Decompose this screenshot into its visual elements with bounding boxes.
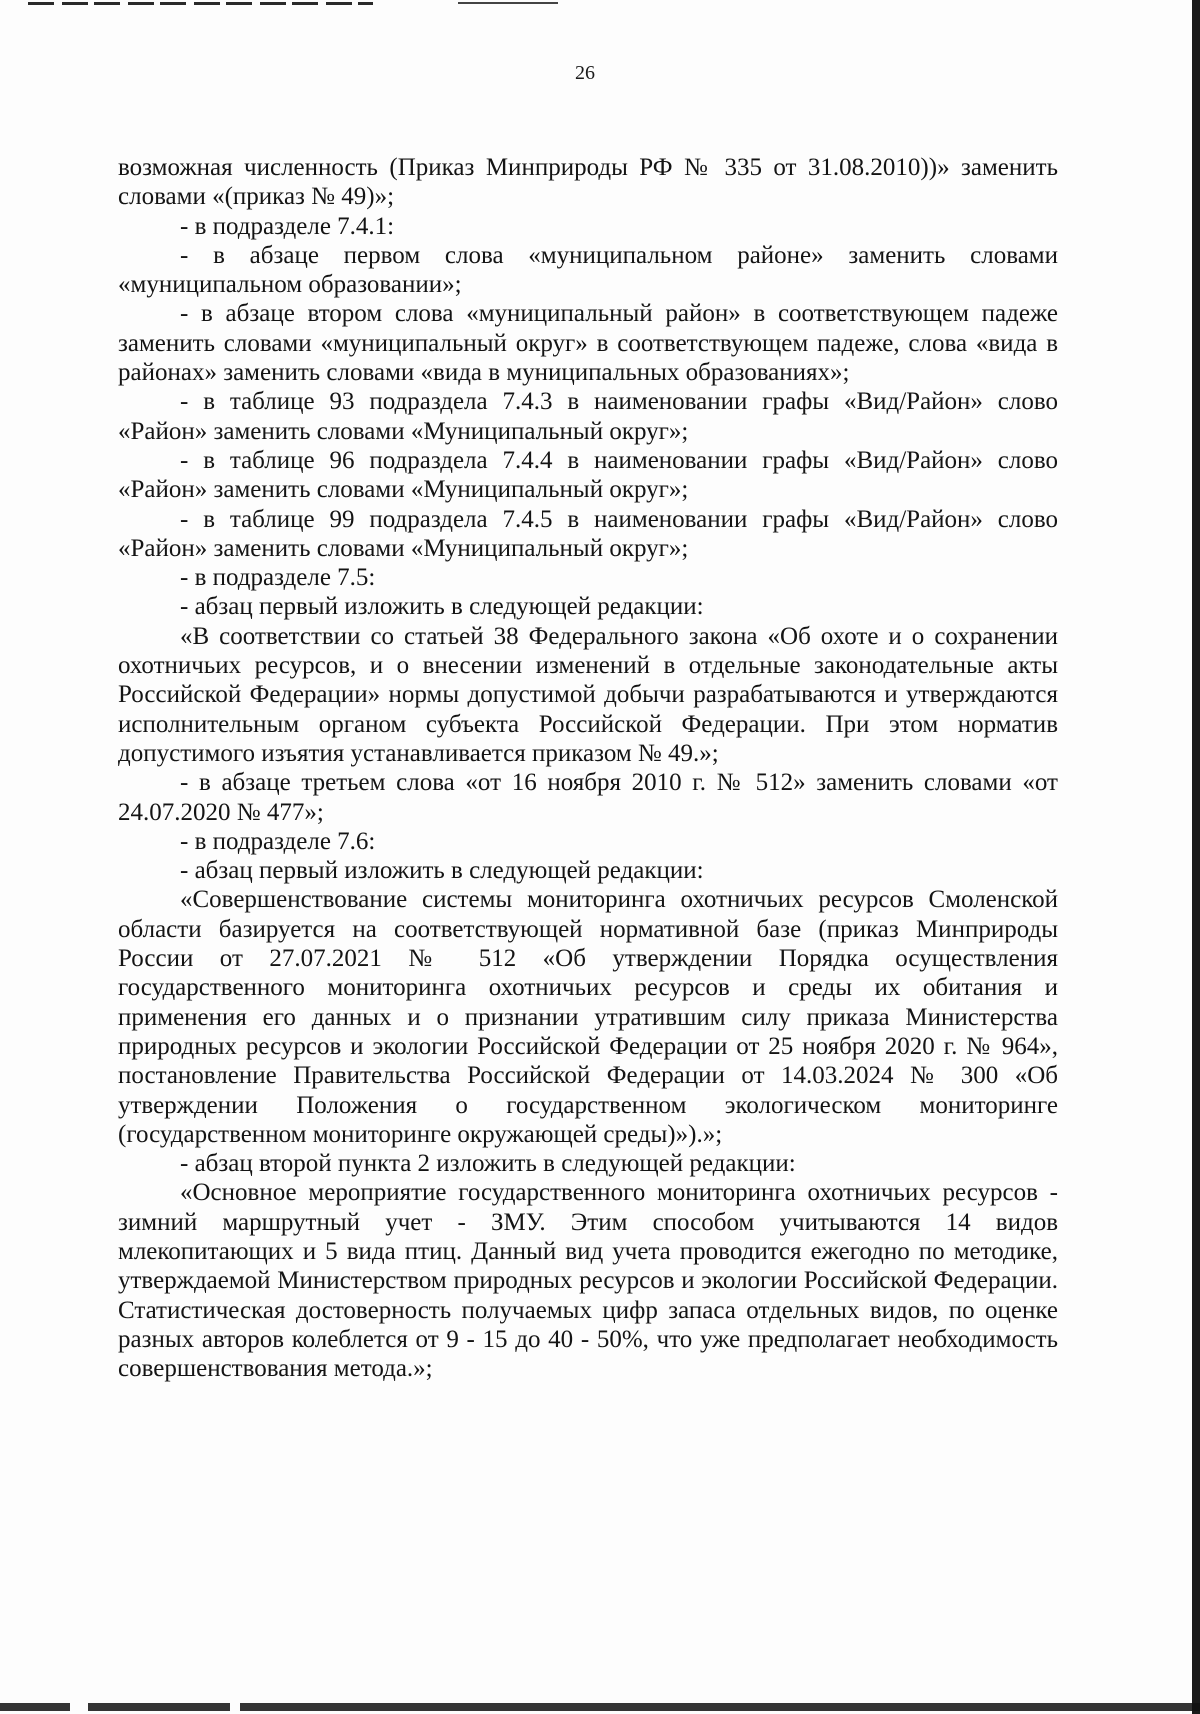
paragraph: возможная численность (Приказ Минприроды РФ № 335 от 31.08.2010))» заменить словами «(приказ № 49)»; bbox=[118, 154, 1058, 211]
paragraph: - в таблице 99 подраздела 7.4.5 в наименовании графы «Вид/Район» слово «Район» заменить словами «Муниципальный округ»; bbox=[118, 505, 1058, 562]
paragraph: - абзац второй пункта 2 изложить в следующей редакции: bbox=[180, 1150, 796, 1178]
paragraph: - абзац первый изложить в следующей редакции: bbox=[180, 593, 704, 621]
scan-edge-artifact-right bbox=[1192, 0, 1200, 1714]
scan-edge-artifact-top-right bbox=[458, 2, 558, 4]
paragraph: - в абзаце первом слова «муниципальном районе» заменить словами «муниципальном образовании»; bbox=[118, 241, 1058, 299]
body-text bbox=[118, 153, 1058, 1383]
paragraph: «В соответствии со статьей 38 Федерального закона «Об охоте и о сохранении охотничьих ресурсов, и о внесении изменений в отдельные законодательные акты Российской Федерации» нормы допустимой добычи разрабатываются и утверждаются исполнительным органом субъекта Российской Федерации. При этом норматив допустимого изъятия устанавливается приказом № 49.»; bbox=[118, 622, 1058, 767]
page-number: 26 bbox=[575, 62, 595, 84]
paragraph: - абзац первый изложить в следующей редакции: bbox=[180, 857, 704, 885]
paragraph: - в таблице 96 подраздела 7.4.4 в наименовании графы «Вид/Район» слово «Район» заменить словами «Муниципальный округ»; bbox=[118, 446, 1058, 504]
paragraph: - в абзаце третьем слова «от 16 ноября 2010 г. № 512» заменить словами «от 24.07.2020 № 477»; bbox=[118, 769, 1058, 826]
paragraph: «Основное мероприятие государственного мониторинга охотничьих ресурсов - зимний маршрутный учет - ЗМУ. Этим способом учитываются 14 видов млекопитающих и 5 вида птиц. Данный вид учета проводится ежегодно по методике, утверждаемой Министерством природных ресурсов и экологии Российской Федерации. Статистическая достоверность получаемых цифр запаса отдельных видов, по оценке разных авторов колеблется от 9 - 15 до 40 - 50%, что уже предполагает необходимость совершенствования метода.»; bbox=[118, 1179, 1058, 1383]
paragraph: - в подразделе 7.4.1: bbox=[180, 212, 395, 240]
paragraph: - в таблице 93 подраздела 7.4.3 в наименовании графы «Вид/Район» слово «Район» заменить словами «Муниципальный округ»; bbox=[118, 388, 1058, 445]
paragraph: - в подразделе 7.6: bbox=[180, 827, 376, 855]
paragraph: «Совершенствование системы мониторинга охотничьих ресурсов Смоленской области базируется на соответствующей нормативной базе (приказ Минприроды России от 27.07.2021 № 512 «Об утверждении Порядка осуществления государственного мониторинга охотничьих ресурсов и среды их обитания и применения его данных и о признании утратившим силу приказа Министерства природных ресурсов и экологии Российской Федерации от 25 ноября 2020 г. № 964», постановление Правительства Российской Федерации от 14.03.2024 № 300 «Об утверждении Положения о государственном экологическом мониторинге (государственном мониторинге окружающей среды)»).»; bbox=[118, 886, 1058, 1148]
scan-edge-artifact-bottom bbox=[0, 1703, 1200, 1711]
paragraph: - в подразделе 7.5: bbox=[180, 564, 376, 592]
scan-edge-artifact-top-left bbox=[28, 2, 373, 5]
paragraph: - в абзаце втором слова «муниципальный район» в соответствующем падеже заменить словами «муниципальный округ» в соответствующем падеже, слова «вида в районах» заменить словами «вида в муниципальных образованиях»; bbox=[118, 300, 1058, 387]
